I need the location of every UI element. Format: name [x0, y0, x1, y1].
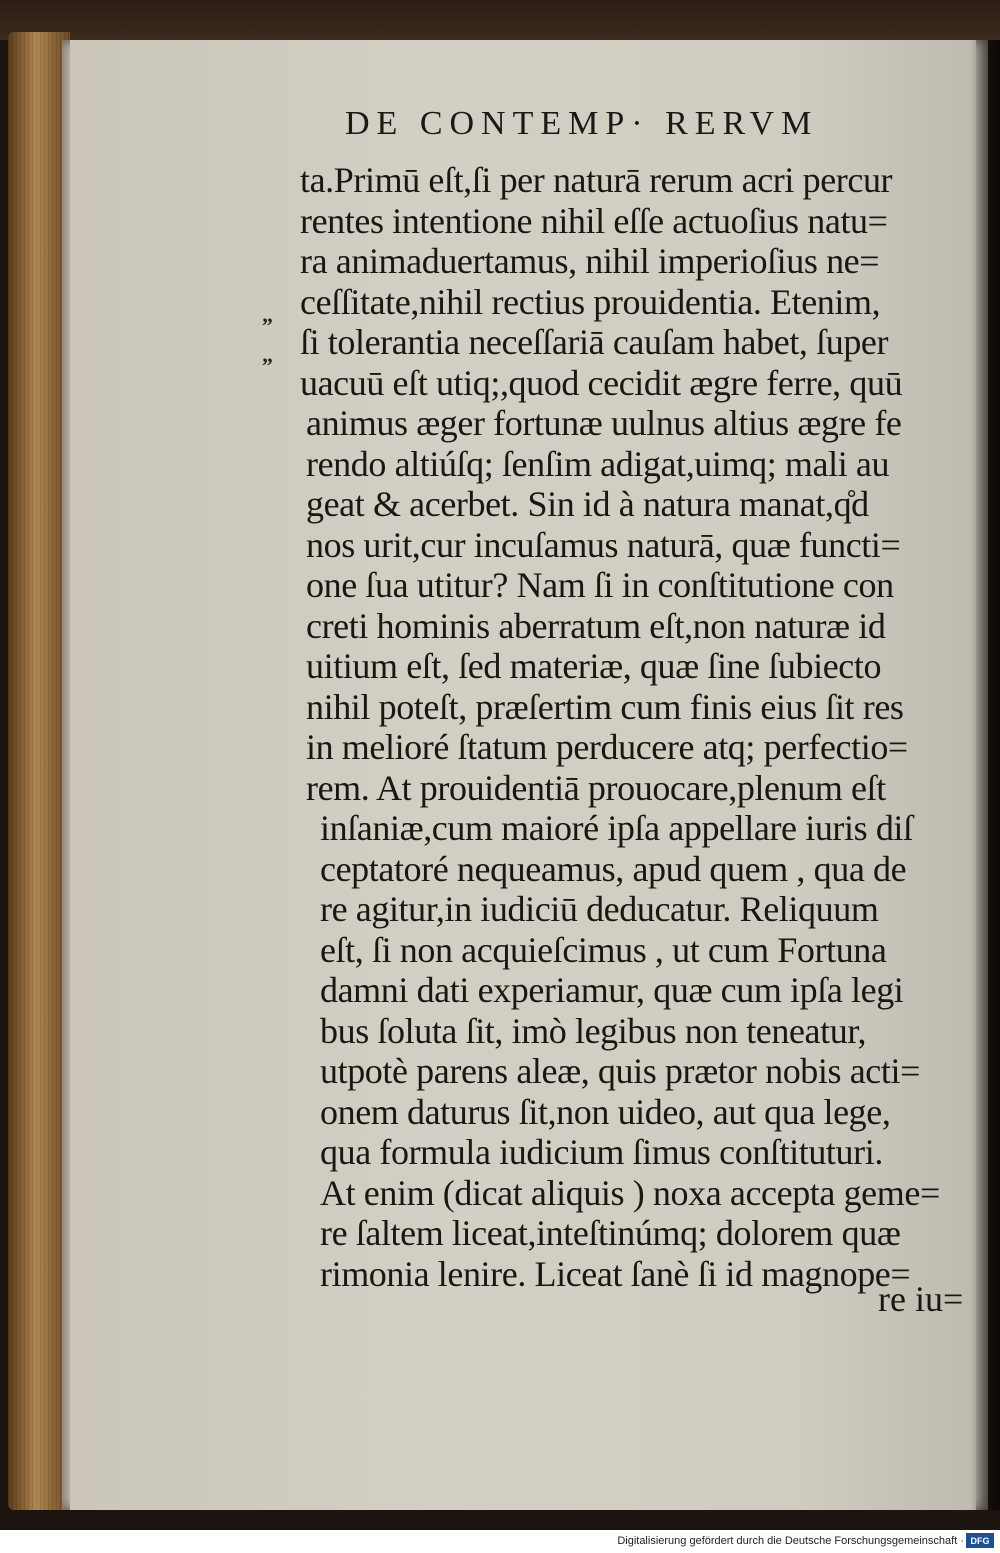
text-line: ſi tolerantia neceſſariā cauſam habet, ſuper	[300, 322, 889, 362]
text-line: utpotè parens aleæ, quis prætor nobis acti=	[320, 1051, 920, 1091]
text-line: onem daturus ſit,non uideo, aut qua lege,	[320, 1091, 891, 1132]
running-head: DE CONTEMP· RERVM	[345, 105, 819, 142]
page-gutter-shadow	[970, 40, 1000, 1510]
text-line: nos urit,cur incuſamus naturā, quæ functi=	[306, 524, 901, 565]
text-line: re ſaltem liceat,inteſtinúmq; dolorem quæ	[320, 1213, 901, 1253]
dfg-logo-icon: DFG	[966, 1533, 994, 1548]
text-line: bus ſoluta ſit, imò legibus non teneatur,	[320, 1010, 867, 1051]
text-line: uacuū eſt utiq;,quod cecidit ægre ferre, quū	[300, 362, 903, 403]
body-text	[300, 160, 960, 1294]
book-board-top	[0, 0, 1000, 40]
text-line: ceptatoré nequeamus, apud quem , qua de	[320, 848, 907, 889]
book-fore-edge	[8, 32, 70, 1510]
text-line: inſaniæ,cum maioré ipſa appellare iuris diſ	[320, 808, 913, 848]
text-line: damni dati experiamur, quæ cum ipſa legi	[320, 970, 904, 1010]
text-line: uitium eſt, ſed materiæ, quæ ſine ſubiecto	[306, 646, 882, 686]
text-line: one ſua utitur? Nam ſi in conſtitutione con	[306, 565, 894, 605]
text-line: eſt, ſi non acquieſcimus , ut cum Fortuna	[320, 929, 887, 970]
marginal-quote-mark: „	[262, 342, 273, 367]
marginal-quote-mark: „	[262, 302, 273, 327]
funding-credit: Digitalisierung gefördert durch die Deutsche Forschungsgemeinschaft ·	[617, 1535, 964, 1547]
text-line: geat & acerbet. Sin id à natura manat,q̊d	[306, 484, 869, 524]
text-line: ceſſitate,nihil rectius prouidentia. Etenim,	[300, 281, 881, 322]
text-line: rimonia lenire. Liceat ſanè ſi id magnope=	[320, 1253, 911, 1294]
text-line: rendo altiúſq; ſenſim adigat,uimq; mali au	[306, 443, 890, 484]
text-line: animus æger fortunæ uulnus altius ægre fe	[306, 403, 902, 443]
text-line: re agitur,in iudiciū deducatur. Reliquum	[320, 889, 879, 929]
text-line: in melioré ſtatum perducere atq; perfectio=	[306, 727, 908, 767]
text-line: ta.Primū eſt,ſi per naturā rerum acri percur	[300, 160, 893, 200]
text-line: nihil poteſt, præſertim cum finis eius ſit res	[306, 686, 904, 727]
text-line: rem. At prouidentiā prouocare,plenum eſt	[306, 767, 886, 808]
text-line: At enim (dicat aliquis ) noxa accepta geme=	[320, 1172, 940, 1213]
text-line: ra animaduertamus, nihil imperioſius ne=	[300, 241, 880, 281]
text-line: qua formula iudicium ſimus conſtituturi.	[320, 1132, 883, 1172]
text-line: creti hominis aberratum eſt,non naturæ id	[306, 605, 886, 646]
catchword: re iu=	[878, 1279, 964, 1319]
text-line: rentes intentione nihil eſſe actuoſius natu=	[300, 200, 888, 241]
